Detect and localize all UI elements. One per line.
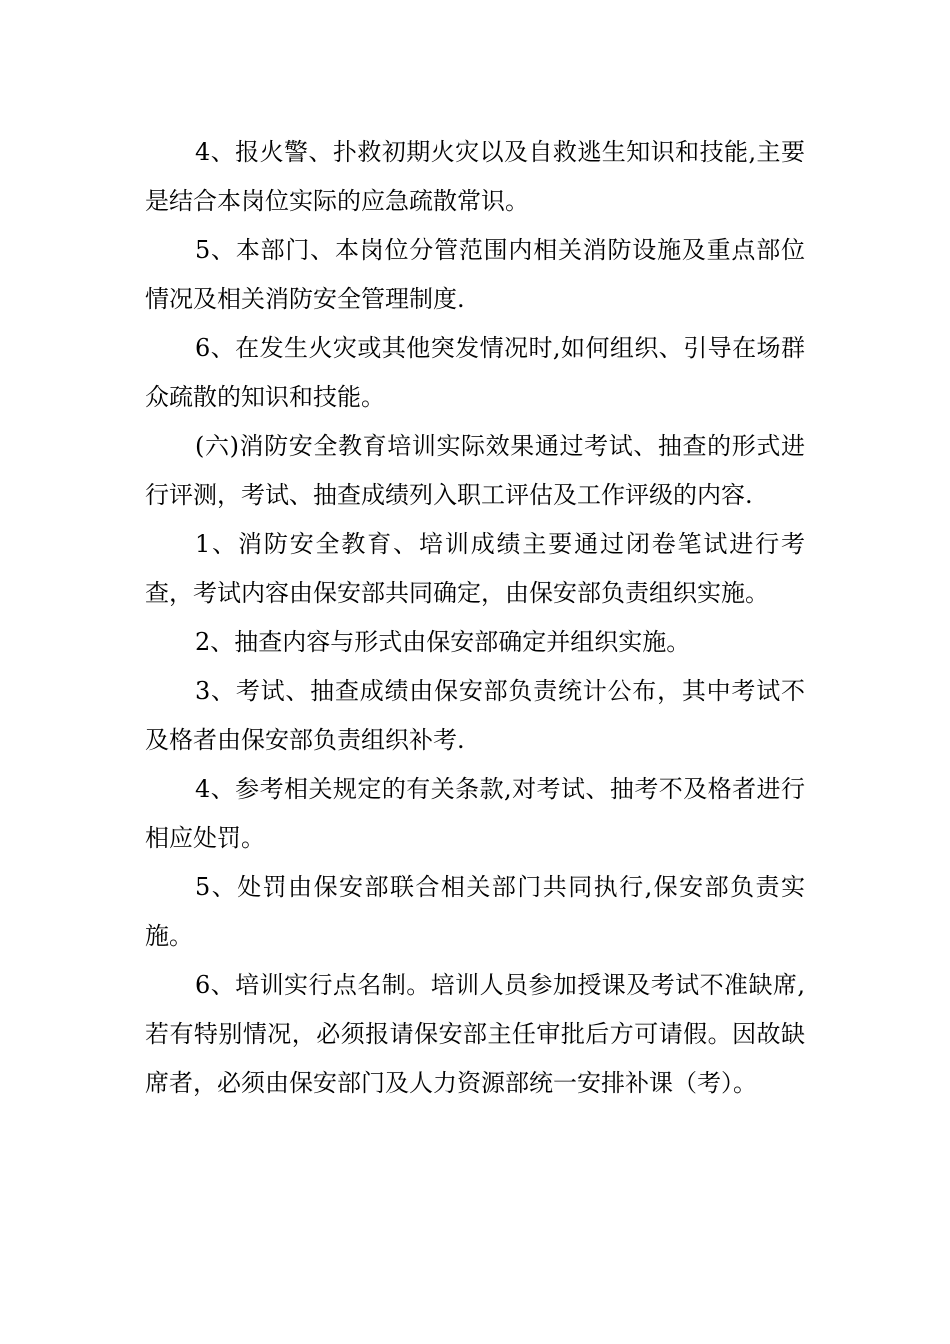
document-body xyxy=(145,128,805,1108)
paragraph-department-facilities: 5、本部门、本岗位分管范围内相关消防设施及重点部位情况及相关消防安全管理制度. xyxy=(145,236,805,313)
paragraph-fire-alarm-skills: 4、报火警、扑救初期火灾以及自救逃生知识和技能,主要是结合本岗位实际的应急疏散常识。 xyxy=(145,138,805,215)
paragraph-spot-check: 2、抽查内容与形式由保安部确定并组织实施。 xyxy=(195,628,691,656)
paragraph-results-makeup-exam: 3、考试、抽查成绩由保安部负责统计公布，其中考试不及格者由保安部负责组织补考. xyxy=(145,677,805,754)
paragraph-penalty-execution: 5、处罚由保安部联合相关部门共同执行,保安部负责实施。 xyxy=(145,873,805,950)
paragraph-penalties: 4、参考相关规定的有关条款,对考试、抽考不及格者进行相应处罚。 xyxy=(145,775,805,852)
paragraph-section-six-evaluation: (六)消防安全教育培训实际效果通过考试、抽查的形式进行评测，考试、抽查成绩列入职工评估及工作评级的内容. xyxy=(145,432,805,509)
paragraph-evacuation-guidance: 6、在发生火灾或其他突发情况时,如何组织、引导在场群众疏散的知识和技能。 xyxy=(145,334,805,411)
paragraph-attendance-rollcall: 6、培训实行点名制。培训人员参加授课及考试不准缺席,若有特别情况，必须报请保安部主任审批后方可请假。因故缺席者，必须由保安部门及人力资源部统一安排补课（考）。 xyxy=(145,971,805,1097)
paragraph-written-exam: 1、消防安全教育、培训成绩主要通过闭卷笔试进行考查，考试内容由保安部共同确定，由保安部负责组织实施。 xyxy=(145,530,805,607)
